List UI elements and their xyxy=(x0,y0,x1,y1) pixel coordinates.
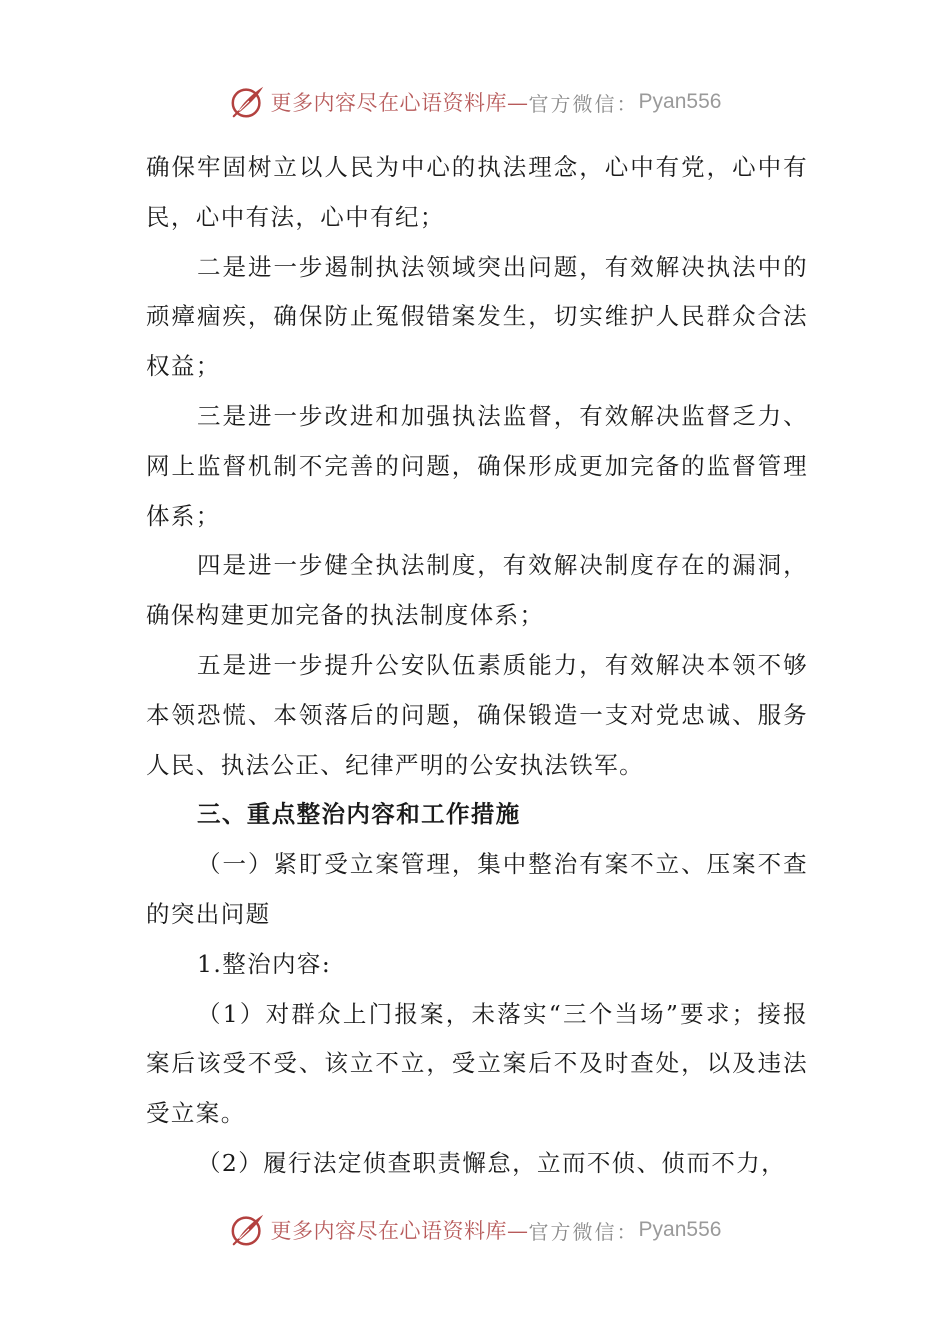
footer-watermark xyxy=(0,1206,950,1254)
paragraph-goal-3: 三是进一步改进和加强执法监督，有效解决监督乏力、网上监督机制不完善的问题，确保形成更加完备的监督管理体系； xyxy=(146,401,808,530)
watermark-promo-text: 更多内容尽在心语资料库— xyxy=(270,91,529,115)
document-body xyxy=(146,143,808,1189)
section-heading: 三、重点整治内容和工作措施 xyxy=(197,800,521,829)
watermark-wechat-label: 官方微信： xyxy=(528,1219,639,1244)
watermark-wechat-label: 官方微信： xyxy=(528,91,639,116)
paragraph-goal-4: 四是进一步健全执法制度，有效解决制度存在的漏洞，确保构建更加完备的执法制度体系； xyxy=(146,551,808,630)
item-heading: 1.整治内容: xyxy=(197,949,332,978)
list-item-2: （2）履行法定侦查职责懈怠，立而不侦、侦而不力， xyxy=(197,1148,787,1177)
paragraph-goal-5: 五是进一步提升公安队伍素质能力，有效解决本领不够本领恐慌、本领落后的问题，确保锻造一支对党忠诚、服务人民、执法公正、纪律严明的公安执法铁军。 xyxy=(146,650,808,779)
paragraph-continuation: 确保牢固树立以人民为中心的执法理念，心中有党，心中有民，心中有法，心中有纪； xyxy=(146,153,808,231)
subsection-heading: （一）紧盯受立案管理，集中整治有案不立、压案不查的突出问题 xyxy=(146,850,808,928)
watermark-promo-text: 更多内容尽在心语资料库— xyxy=(270,1219,529,1243)
paragraph-goal-2: 二是进一步遏制执法领域突出问题，有效解决执法中的顽瘴痼疾，确保防止冤假错案发生，切实维护人民群众合法权益； xyxy=(146,252,808,381)
quill-logo-icon xyxy=(229,83,267,121)
watermark-wechat-id: Pyan556 xyxy=(638,90,722,113)
list-item-1: （1）对群众上门报案，未落实“三个当场”要求；接报案后该受不受、该立不立，受立案后不及时查处，以及违法受立案。 xyxy=(146,999,808,1128)
watermark-wechat-id: Pyan556 xyxy=(638,1218,722,1241)
quill-logo-icon xyxy=(229,1211,267,1249)
header-watermark xyxy=(0,78,950,126)
